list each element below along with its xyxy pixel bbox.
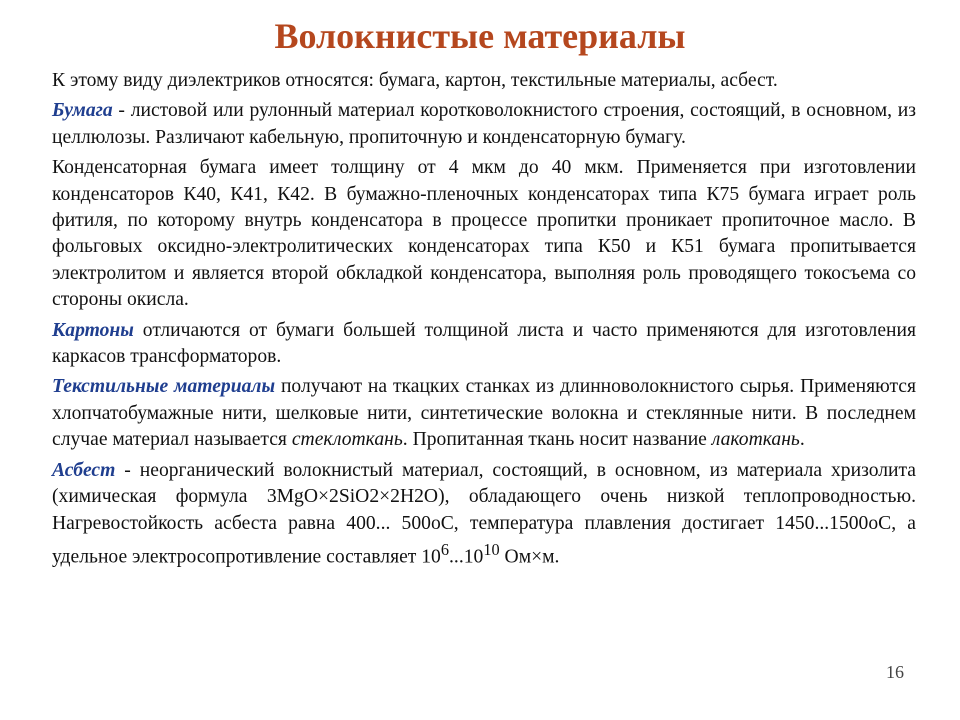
asbestos-text-c: Ом×м. (499, 546, 560, 568)
term-asbestos: Асбест (52, 459, 116, 481)
textile-paragraph (52, 374, 916, 453)
intro-paragraph: К этому виду диэлектриков относятся: бумага, картон, текстильные материалы, асбест. (52, 70, 778, 91)
term-paper: Бумага (52, 100, 113, 122)
term-textile: Текстильные материалы (52, 376, 276, 398)
textile-em-varnished-fabric: лакоткань (711, 429, 800, 451)
asbestos-text-b: ...10 (449, 546, 484, 568)
cardboard-text: отличаются от бумаги большей толщиной листа и часто применяются для изготовления каркасов трансформаторов. (52, 319, 916, 368)
slide-title: Волокнистые материалы (274, 16, 686, 56)
asbestos-paragraph (52, 458, 916, 571)
textile-em-glass-fabric: стеклоткань (291, 429, 403, 451)
textile-text-c: . (799, 429, 805, 451)
asbestos-text-a: - неорганический волокнистый материал, состоящий, в основном, из материала хризолита (химическая формула 3MgO×2SiO2×2H2O), обладающего очень низкой теплопроводностью. Нагревостойкость асбеста равна 400... 500оС, температура плавления достигает 1450...1500оС, а удельное электросопротивление составляет 10 (52, 459, 916, 568)
page-number: 16 (886, 662, 904, 682)
asbestos-sup-b: 10 (483, 539, 500, 559)
term-cardboard: Картоны (52, 319, 134, 341)
asbestos-sup-a: 6 (440, 539, 450, 559)
textile-text-a: получают на ткацких станках из длинноволокнистого сырья. Применяются хлопчатобумажные нити, шелковые нити, синтетические волокна и стеклянные нити. В последнем случае материал называется (52, 376, 916, 451)
capacitor-paper-paragraph: Конденсаторная бумага имеет толщину от 4 мкм до 40 мкм. Применяется при изготовлении конденсаторов К40, К41, К42. В бумажно-пленочных конденсаторах типа К75 бумага играет роль фитиля, по которому внутрь конденсатора в процессе пропитки проникает пропиточное масло. В фольговых оксидно-электролитических конденсаторах типа К50 и К51 бумага пропитывается электролитом и является второй обкладкой конденсатора, выполняя роль проводящего токосъема со стороны окисла. (52, 157, 916, 311)
cardboard-paragraph (52, 318, 916, 371)
paper-text: - листовой или рулонный материал коротковолокнистого строения, состоящий, в основном, из целлюлозы. Различают кабельную, пропиточную и конденсаторную бумагу. (52, 100, 916, 148)
paper-paragraph (52, 98, 916, 151)
textile-text-b: . Пропитанная ткань носит название (402, 429, 712, 451)
slide-content (52, 68, 916, 571)
